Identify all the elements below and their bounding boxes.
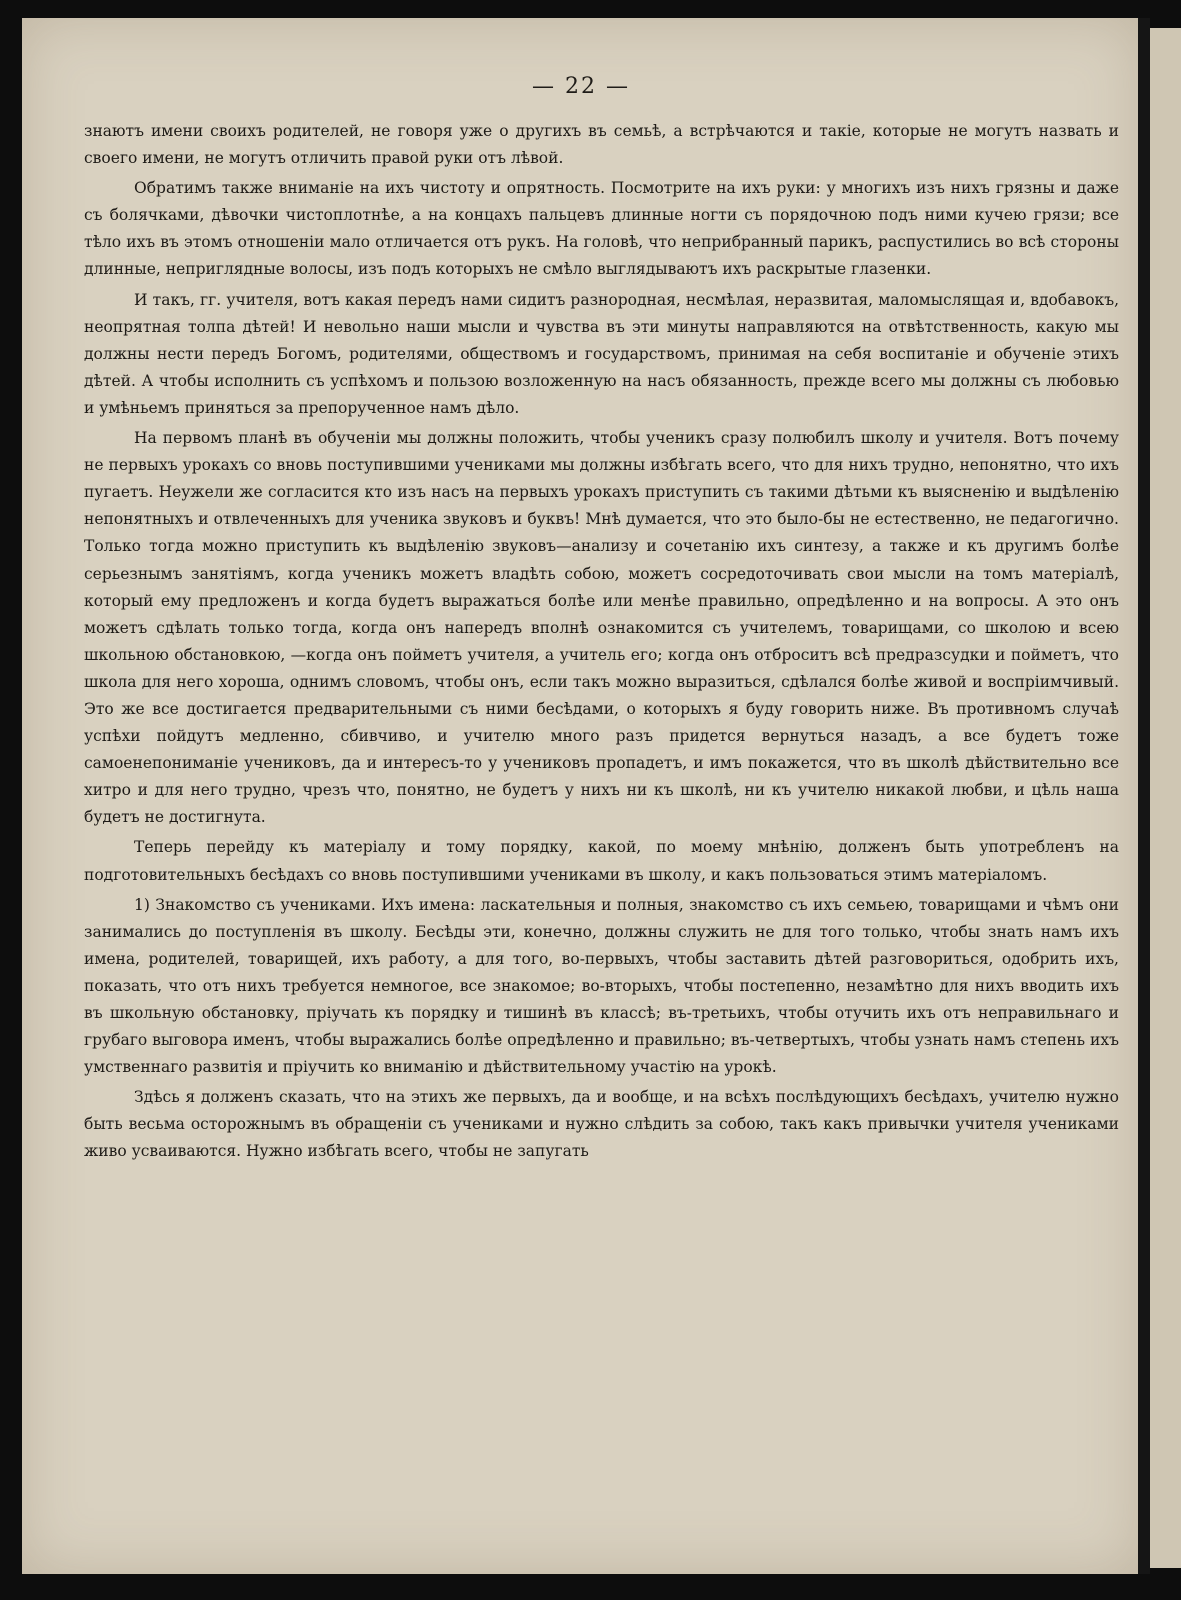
paragraph: знаютъ имени своихъ родителей, не говоря уже о другихъ въ семьѣ, а встрѣчаются и такіе, которые не могутъ назвать и своего имени, не могутъ отличить правой руки отъ лѣвой. <box>84 122 1119 168</box>
body-text <box>84 118 1119 1166</box>
spine-shadow <box>1138 18 1150 1574</box>
paragraph: Теперь перейду къ матеріалу и тому порядку, какой, по моему мнѣнію, долженъ быть употребленъ на подготовительныхъ бесѣдахъ со вновь поступившими учениками въ школу, и какъ пользоваться этимъ матеріаломъ. <box>84 838 1119 884</box>
paragraph: Обратимъ также вниманіе на ихъ чистоту и опрятность. Посмотрите на ихъ руки: у многихъ изъ нихъ грязны и даже съ болячками, дѣвочки чистоплотнѣе, а на концахъ пальцевъ длинные ногти съ порядочною подъ ними кучею грязи; все тѣло ихъ въ этомъ отношеніи мало отличается отъ рукъ. На головѣ, что неприбранный парикъ, распустились во всѣ стороны длинные, неприглядные волосы, изъ подъ которыхъ не смѣло выглядываютъ ихъ раскрытые глазенки. <box>84 179 1119 279</box>
paragraph: На первомъ планѣ въ обученіи мы должны положить, чтобы ученикъ сразу полюбилъ школу и учителя. Вотъ почему не первыхъ урокахъ со вновь поступившими учениками мы должны избѣгать всего, что для нихъ трудно, непонятно, что ихъ пугаетъ. Неужели же согласится кто изъ насъ на первыхъ урокахъ приступить съ такими дѣтьми къ выясненію и выдѣленію непонятныхъ и отвлеченныхъ для ученика звуковъ и буквъ! Мнѣ думается, что это было-бы не естественно, не педагогично. Только тогда можно приступить къ выдѣленію звуковъ—анализу и сочетанію ихъ синтезу, а также и къ другимъ болѣе серьезнымъ занятіямъ, когда ученикъ можетъ владѣть собою, можетъ сосредоточивать свои мысли на томъ матеріалѣ, который ему предложенъ и когда будетъ выражаться болѣе или менѣе правильно, опредѣленно и на вопросы. А это онъ можетъ сдѣлать только тогда, когда онъ напередъ вполнѣ ознакомится съ учителемъ, товарищами, со школою и всею школьною обстановкою, —когда онъ пойметъ учителя, а учитель его; когда онъ отброситъ всѣ предразсудки и пойметъ, что школа для него хороша, однимъ словомъ, чтобы онъ, если такъ можно выразиться, сдѣлался болѣе живой и воспріимчивый. Это же все достигается предварительными съ ними бесѣдами, о которыхъ я буду говорить ниже. Въ противномъ случаѣ успѣхи пойдутъ медленно, сбивчиво, и учителю много разъ придется вернуться назадъ, а все будетъ тоже самоенепониманіе учениковъ, да и интересъ-то у учениковъ пропадетъ, и имъ покажется, что въ школѣ дѣйствительно все хитро и для него трудно, чрезъ что, понятно, не будетъ у нихъ ни къ школѣ, ни къ учителю никакой любви, и цѣль наша будетъ не достигнута. <box>84 429 1119 827</box>
paragraph: Здѣсь я долженъ сказать, что на этихъ же первыхъ, да и вообще, и на всѣхъ послѣдующихъ бесѣдахъ, учителю нужно быть весьма осторожнымъ въ обращеніи съ учениками и нужно слѣдить за собою, такъ какъ привычки учителя учениками живо усваиваются. Нужно избѣгать всего, чтобы не запугать <box>84 1088 1119 1161</box>
page-number: — 22 — <box>532 74 630 99</box>
adjacent-page-edge <box>1150 28 1181 1568</box>
paragraph: И такъ, гг. учителя, вотъ какая передъ нами сидитъ разнородная, несмѣлая, неразвитая, маломыслящая и, вдобавокъ, неопрятная толпа дѣтей! И невольно наши мысли и чувства въ эти минуты направляются на отвѣтственность, какую мы должны нести передъ Богомъ, родителями, обществомъ и государствомъ, принимая на себя воспитаніе и обученіе этихъ дѣтей. А чтобы исполнить съ успѣхомъ и пользою возложенную на насъ обязанность, прежде всего мы должны съ любовью и умѣньемъ приняться за препорученное намъ дѣло. <box>84 290 1119 417</box>
paragraph: 1) Знакомство съ учениками. Ихъ имена: ласкательныя и полныя, знакомство съ ихъ семьею, товарищами и чѣмъ они занимались до поступленія въ школу. Бесѣды эти, конечно, должны служить не для того только, чтобы знать намъ ихъ имена, родителей, товарищей, ихъ работу, а для того, во-первыхъ, чтобы заставить дѣтей разговориться, одобрить ихъ, показать, что отъ нихъ требуется немногое, все знакомое; во-вторыхъ, чтобы постепенно, незамѣтно для нихъ вводить ихъ въ школьную обстановку, пріучать къ порядку и тишинѣ въ классѣ; въ-третьихъ, чтобы отучить ихъ отъ неправильнаго и грубаго выговора именъ, чтобы выражались болѣе опредѣленно и правильно; въ-четвертыхъ, чтобы узнать намъ степень ихъ умственнаго развитія и пріучить ко вниманію и дѣйствительному участію на урокѣ. <box>84 895 1119 1077</box>
book-page <box>22 18 1140 1574</box>
